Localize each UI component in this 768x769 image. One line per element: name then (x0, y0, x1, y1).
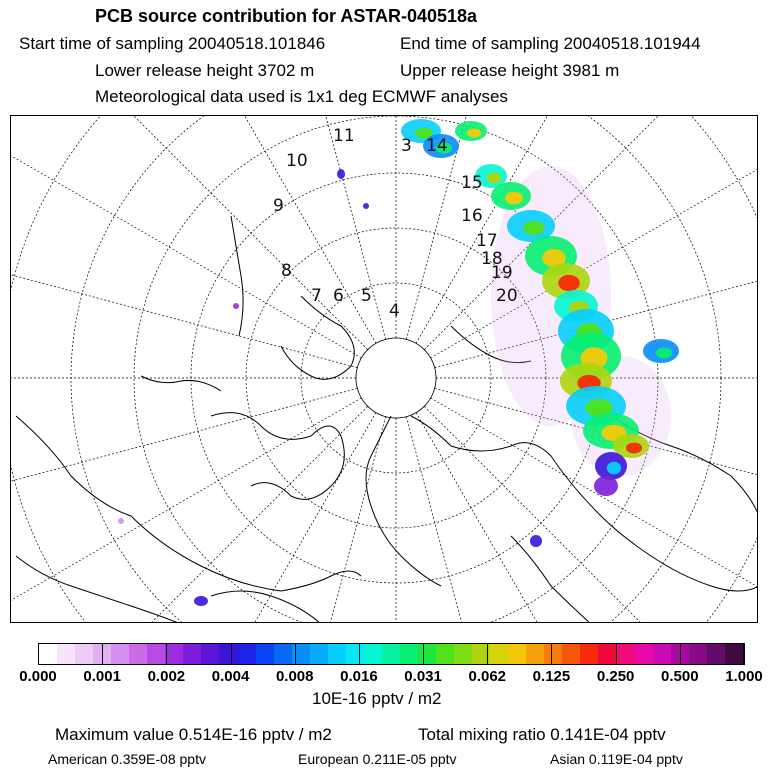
upper-height-text: Upper release height 3981 m (400, 61, 620, 80)
trajectory-day-label: 4 (389, 301, 400, 321)
coastline (511, 536, 591, 623)
map-canvas (11, 116, 758, 623)
trajectory-day-labels (273, 126, 518, 321)
colorbar-tick-label: 0.002 (147, 668, 186, 685)
trajectory-day-label: 8 (281, 261, 292, 281)
colorbar-tick-label: 0.031 (404, 668, 442, 685)
colorbar-swatch (57, 644, 75, 664)
colorbar-swatch (490, 644, 508, 664)
meridian-line (11, 413, 376, 623)
start-time-text: Start time of sampling 20040518.101846 (19, 34, 326, 53)
plume-core (656, 348, 672, 359)
colorbar-swatch (183, 644, 201, 664)
colorbar-tick-label: 0.016 (340, 668, 378, 685)
plume-core (523, 221, 545, 235)
colorbar-tick-mark (744, 643, 745, 665)
coastline (16, 556, 181, 623)
trajectory-day-label: 16 (461, 206, 483, 226)
colorbar-swatch (382, 644, 400, 664)
meridian-line (11, 145, 357, 368)
max-value-text: Maximum value 0.514E-16 pptv / m2 (55, 725, 332, 744)
colorbar-swatch (508, 644, 526, 664)
colorbar-swatch (689, 644, 707, 664)
colorbar-swatch (111, 644, 129, 664)
colorbar-swatch (310, 644, 328, 664)
meridian-line (11, 398, 361, 623)
colorbar-tick-label: 0.250 (596, 668, 635, 685)
trajectory-day-label: 20 (496, 286, 518, 306)
colorbar-tick-label: 0.000 (19, 668, 57, 685)
plume-core (487, 173, 501, 184)
colorbar-swatch (364, 644, 382, 664)
plume-cell (530, 535, 542, 547)
colorbar (38, 643, 744, 665)
trajectory-day-label: 3 (401, 136, 412, 156)
coastline (211, 413, 344, 500)
colorbar-swatch (598, 644, 616, 664)
colorbar-swatch (201, 644, 219, 664)
colorbar-swatch (635, 644, 653, 664)
trajectory-day-label: 11 (333, 126, 355, 146)
colorbar-swatch (653, 644, 671, 664)
colorbar-tick-mark (166, 643, 167, 665)
trajectory-day-label: 18 (481, 249, 503, 269)
colorbar-tick-label: 1.000 (725, 668, 763, 685)
colorbar-unit: 10E-16 pptv / m2 (312, 689, 442, 708)
colorbar-tick-label: 0.062 (468, 668, 507, 685)
plume-cell (233, 303, 239, 309)
colorbar-tick-label: 0.008 (275, 668, 314, 685)
trajectory-day-label: 9 (273, 196, 284, 216)
colorbar-tick-mark (551, 643, 552, 665)
plume-core (626, 443, 642, 454)
trajectory-day-label: 7 (311, 286, 322, 306)
european-text: European 0.211E-05 pptv (298, 751, 457, 767)
colorbar-tick-mark (616, 643, 617, 665)
coastline (281, 296, 354, 379)
trajectory-day-label: 17 (476, 231, 498, 251)
colorbar-swatch (418, 644, 436, 664)
colorbar-swatch (544, 644, 562, 664)
colorbar-swatch (617, 644, 635, 664)
colorbar-tick-label: 0.001 (83, 668, 121, 685)
plume-cell (118, 518, 124, 524)
coastline (366, 416, 441, 586)
end-time-text: End time of sampling 20040518.101944 (400, 34, 701, 53)
colorbar-swatch (526, 644, 544, 664)
colorbar-tick-label: 0.004 (211, 668, 250, 685)
colorbar-tick-mark (359, 643, 360, 665)
trajectory-day-label: 19 (491, 263, 513, 283)
trajectory-day-label: 14 (426, 136, 448, 156)
colorbar-swatch (346, 644, 364, 664)
plume-cell (337, 169, 345, 179)
map-title: PCB source contribution for ASTAR-040518a (95, 6, 478, 26)
meridian-line (11, 116, 368, 350)
colorbar-tick-label: 0.125 (532, 668, 571, 685)
trajectory-day-label: 10 (286, 151, 308, 171)
colorbar-swatch (219, 644, 237, 664)
colorbar-swatch (165, 644, 183, 664)
colorbar-swatch (256, 644, 274, 664)
polar-circle (356, 338, 436, 418)
plume-cell (194, 596, 208, 606)
coastline (16, 416, 361, 591)
colorbar-swatch (147, 644, 165, 664)
colorbar-swatch (75, 644, 93, 664)
lower-height-text: Lower release height 3702 m (95, 61, 315, 80)
colorbar-swatch (562, 644, 580, 664)
meridian-line (11, 116, 376, 343)
plume-cell (363, 203, 369, 209)
american-text: American 0.359E-08 pptv (48, 751, 206, 767)
colorbar-tick-mark (680, 643, 681, 665)
meridian-line (11, 406, 368, 623)
met-data-text: Meteorological data used is 1x1 deg ECMWF analyses (95, 87, 508, 106)
colorbar-swatch (707, 644, 725, 664)
colorbar-tick-mark (231, 643, 232, 665)
meridian-line (163, 417, 386, 623)
plume-core (558, 275, 580, 291)
coastline (141, 376, 221, 391)
colorbar-swatch (129, 644, 147, 664)
polar-map (10, 115, 758, 623)
colorbar-swatch (400, 644, 418, 664)
colorbar-swatch (39, 644, 57, 664)
colorbar-tick-mark (423, 643, 424, 665)
colorbar-swatch (436, 644, 454, 664)
asian-text: Asian 0.119E-04 pptv (550, 751, 683, 767)
plume-core (467, 129, 481, 138)
colorbar-swatch (274, 644, 292, 664)
colorbar-tick-mark (487, 643, 488, 665)
colorbar-swatch (328, 644, 346, 664)
meridian-line (163, 116, 386, 339)
colorbar-tick-mark (38, 643, 39, 665)
trajectory-day-label: 6 (333, 286, 344, 306)
plume-core (607, 462, 621, 475)
colorbar-tick-mark (102, 643, 103, 665)
colorbar-swatch (580, 644, 598, 664)
colorbar-swatch (238, 644, 256, 664)
colorbar-tick-label: 0.500 (661, 668, 699, 685)
plume-core (505, 192, 523, 205)
colorbar-swatch (454, 644, 472, 664)
trajectory-day-label: 5 (361, 286, 372, 306)
coastline (211, 591, 321, 623)
total-mixing-text: Total mixing ratio 0.141E-04 pptv (418, 725, 666, 744)
trajectory-day-label: 15 (461, 173, 483, 193)
plume-cell (594, 476, 618, 496)
coastline (231, 216, 243, 336)
colorbar-tick-mark (295, 643, 296, 665)
colorbar-swatch (725, 644, 743, 664)
